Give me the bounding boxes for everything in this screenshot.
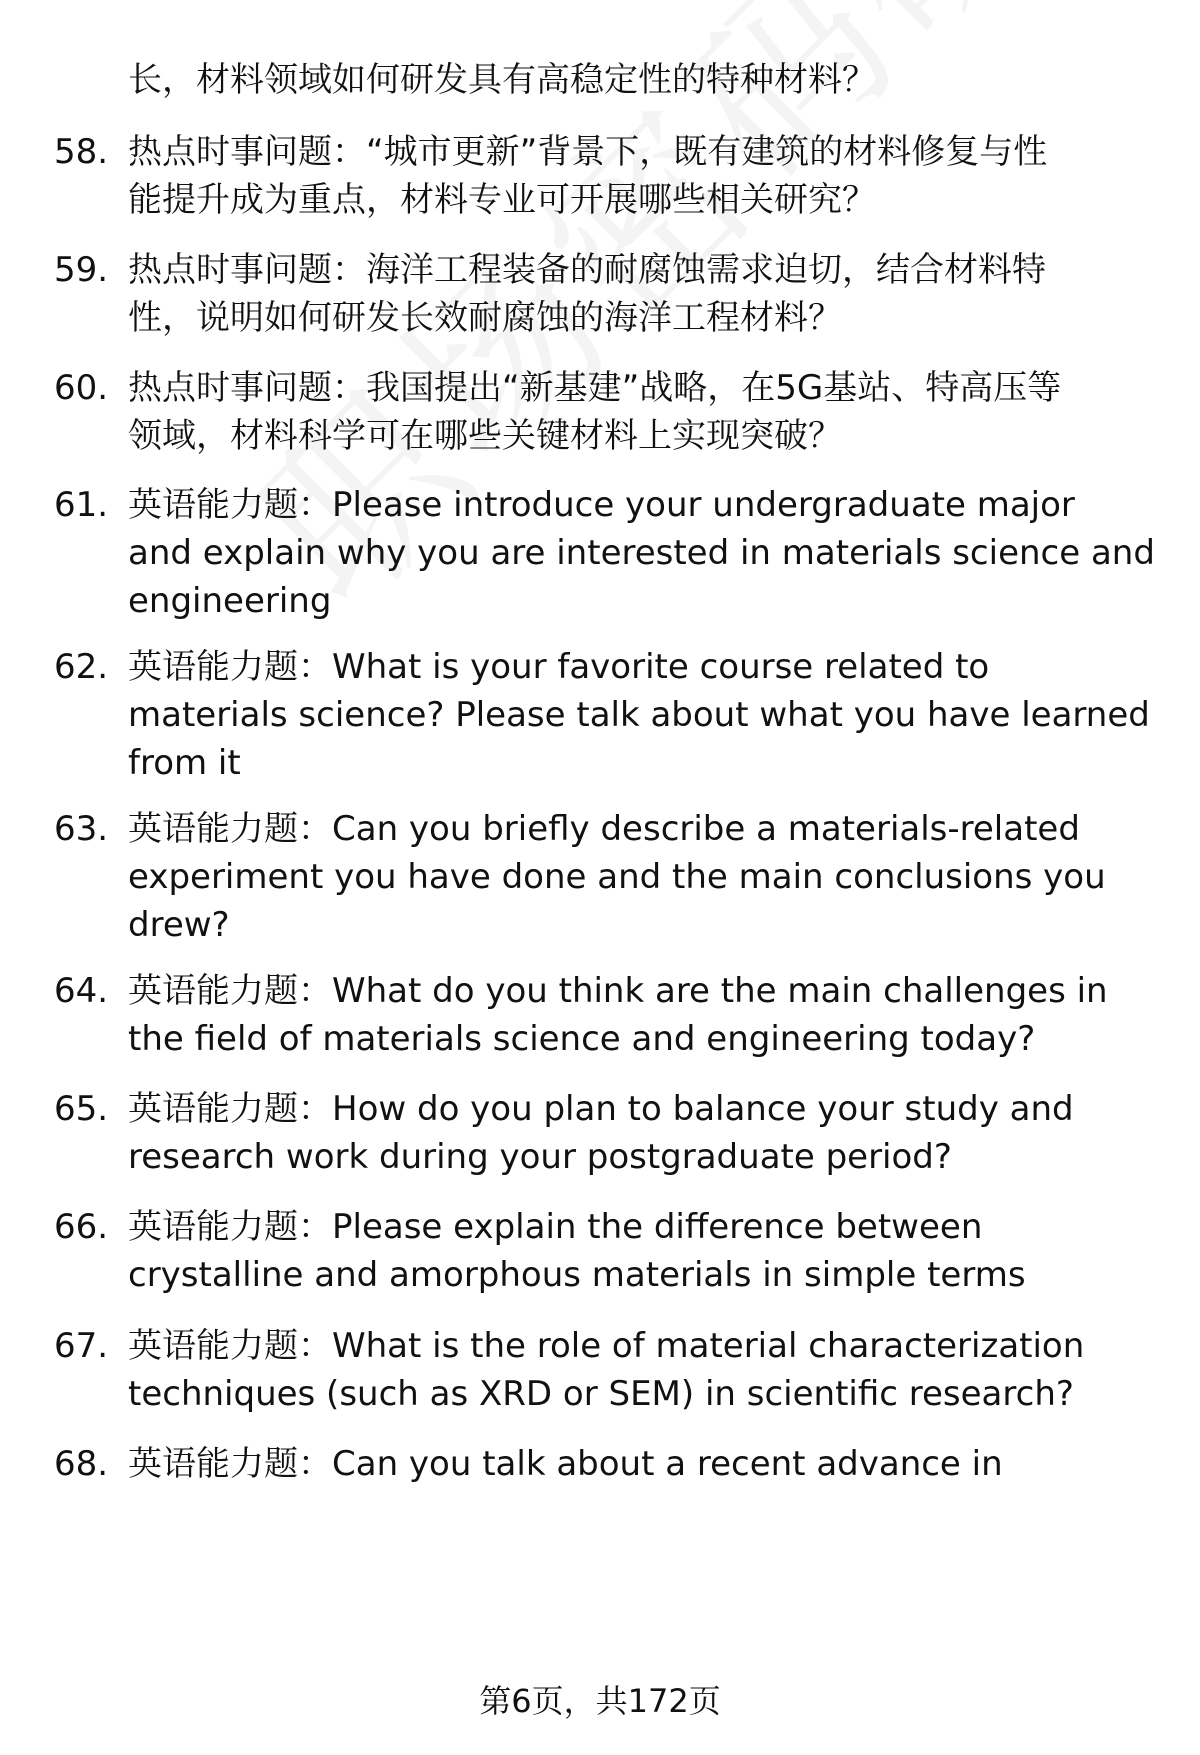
item-text: 英语能力题：How do you plan to balance your study and research work during your postgraduate period? [128, 1089, 1074, 1177]
item-text: 英语能力题：Can you talk about a recent advance in [128, 1444, 1003, 1484]
item-number: 59. [54, 250, 109, 290]
item-text: 英语能力题：What is the role of material characterization techniques (such as XRD or SEM) in scientific research? [128, 1326, 1085, 1414]
item-number: 58. [54, 132, 109, 172]
list-item [0, 643, 1200, 787]
item-text: 英语能力题：Please explain the difference between crystalline and amorphous materials in simple terms [128, 1207, 1026, 1295]
item-number: 64. [54, 971, 109, 1011]
item-text: 热点时事问题：“城市更新”背景下，既有建筑的材料修复与性 能提升成为重点，材料专业可开展哪些相关研究？ [128, 132, 1048, 220]
item-number: 63. [54, 809, 109, 849]
item-number: 66. [54, 1207, 109, 1247]
list-item [0, 246, 1200, 342]
list-item [0, 805, 1200, 949]
item-text: 英语能力题：Please introduce your undergraduate major and explain why you are interested in materials science and engineering [128, 485, 1155, 621]
page-footer: 第6页，共172页 [479, 1682, 721, 1720]
list-item [0, 1085, 1200, 1181]
item-number: 61. [54, 485, 109, 525]
list-item [0, 1322, 1200, 1418]
list-item [0, 481, 1200, 625]
item-number: 62. [54, 647, 109, 687]
continuation-row [0, 56, 1200, 104]
list-item [0, 967, 1200, 1063]
item-text: 英语能力题：What do you think are the main challenges in the field of materials science and engineering today? [128, 971, 1108, 1059]
list-item [0, 1440, 1200, 1488]
item-number: 60. [54, 368, 109, 408]
item-text: 英语能力题：Can you briefly describe a materials-related experiment you have done and the main conclusions you drew? [128, 809, 1106, 945]
item-number: 67. [54, 1326, 109, 1366]
item-text: 热点时事问题：我国提出“新基建”战略，在5G基站、特高压等 领域，材料科学可在哪些关键材料上实现突破？ [128, 368, 1062, 456]
list-item [0, 1203, 1200, 1299]
item-text: 热点时事问题：海洋工程装备的耐腐蚀需求迫切，结合材料特 性，说明如何研发长效耐腐蚀的海洋工程材料？ [128, 250, 1046, 338]
item-text: 英语能力题：What is your favorite course related to materials science? Please talk about what you have learned from it [128, 647, 1150, 783]
list-item [0, 128, 1200, 224]
item-number: 68. [54, 1444, 109, 1484]
continuation-text: 长，材料领域如何研发具有高稳定性的特种材料？ [128, 60, 876, 100]
list-item [0, 364, 1200, 460]
item-number: 65. [54, 1089, 109, 1129]
